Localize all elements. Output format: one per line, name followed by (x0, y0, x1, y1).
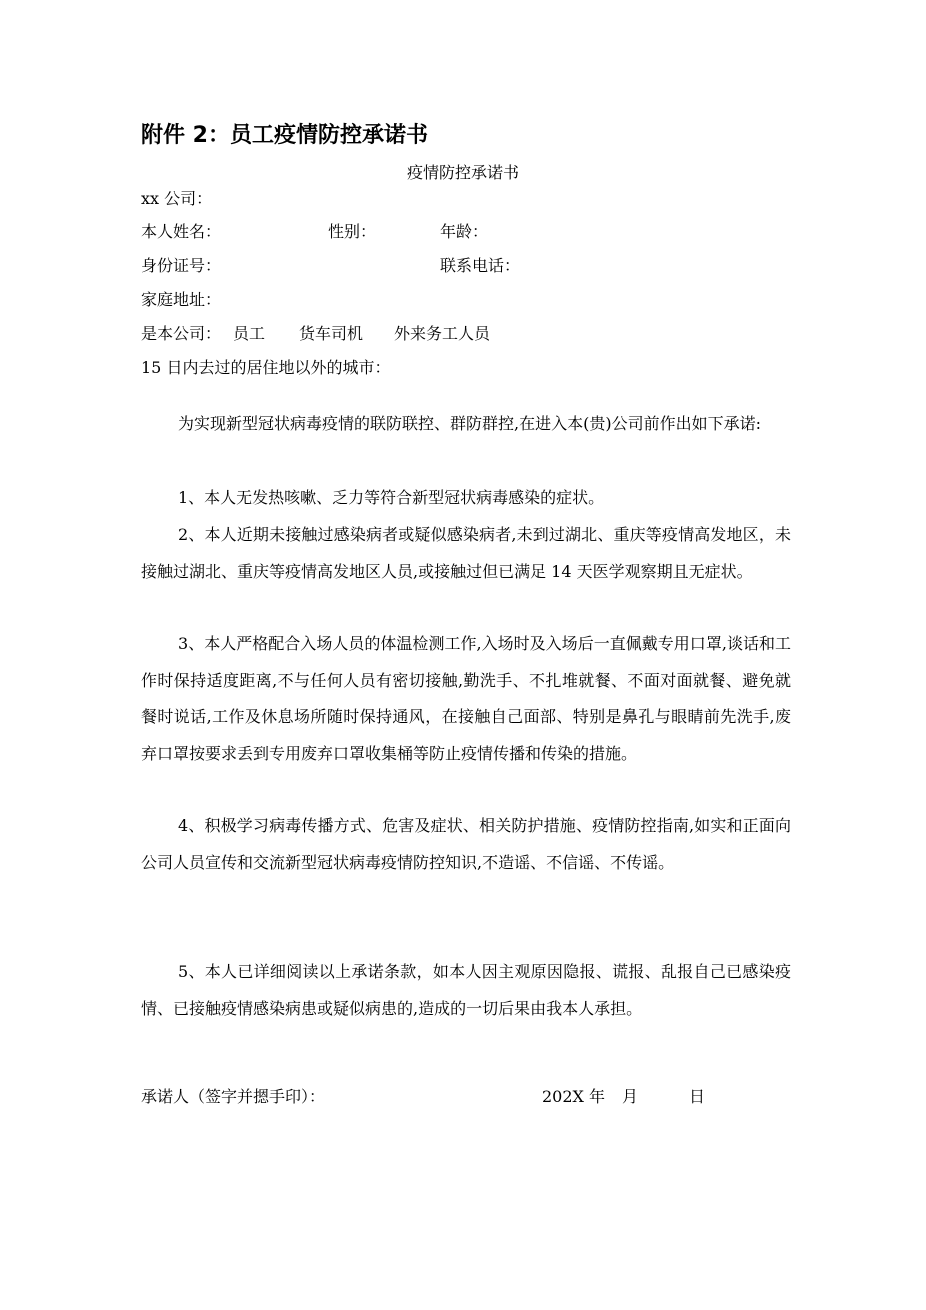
role-label: 是本公司： (141, 324, 222, 343)
cities-label: 15 日内去过的居住地以外的城市： (141, 358, 391, 377)
role-option-employee: 员工 (233, 324, 266, 343)
pledge-item-5: 5、本人已详细阅读以上承诺条款，如本人因主观原因隐报、谎报、乱报自己已感染疫情、已接触疫情感染病患或疑似病患的,造成的一切后果由我本人承担。 (141, 962, 791, 1018)
attachment-title: 附件 2：员工疫情防控承诺书 (141, 123, 428, 148)
pledge-item-3: 3、本人严格配合入场人员的体温检测工作,入场时及入场后一直佩戴专用口罩,谈话和工作时保持适度距离,不与任何人员有密切接触,勤洗手、不扎堆就餐、不面对面就餐、避免就餐时说话,工作及休息场所随时保持通风，在接触自己面部、特别是鼻孔与眼睛前先洗手,废弃口罩按要求丢到专用废弃口罩收集桶等防止疫情传播和传染的措施。 (141, 634, 791, 763)
pledge-item-4: 4、积极学习病毒传播方式、危害及症状、相关防护措施、疫情防控指南,如实和正面向公司人员宣传和交流新型冠状病毒疫情防控知识,不造谣、不信谣、不传谣。 (141, 816, 791, 872)
signature-month: 月 (622, 1087, 639, 1106)
signature-year: 202X 年 (542, 1087, 606, 1106)
signature-day: 日 (689, 1087, 706, 1106)
id-label: 身份证号： (141, 256, 222, 275)
role-option-truck-driver: 货车司机 (299, 324, 364, 343)
salutation: xx 公司： (141, 189, 213, 208)
pledge-item-2: 2、本人近期未接触过感染病者或疑似感染病者,未到过湖北、重庆等疫情高发地区，未接触过湖北、重庆等疫情高发地区人员,或接触过但已满足 14 天医学观察期且无症状。 (141, 525, 791, 581)
document-title: 疫情防控承诺书 (406, 163, 519, 182)
signature-label: 承诺人（签字并摁手印）： (141, 1087, 326, 1106)
name-label: 本人姓名： (141, 222, 222, 241)
address-label: 家庭地址： (141, 290, 222, 309)
gender-label: 性别： (328, 222, 377, 241)
phone-label: 联系电话： (440, 256, 521, 275)
age-label: 年龄： (440, 222, 489, 241)
role-option-migrant-worker: 外来务工人员 (394, 324, 491, 343)
intro-paragraph: 为实现新型冠状病毒疫情的联防联控、群防群控,在进入本(贵)公司前作出如下承诺: (178, 414, 761, 433)
pledge-item-1: 1、本人无发热咳嗽、乏力等符合新型冠状病毒感染的症状。 (178, 488, 605, 507)
